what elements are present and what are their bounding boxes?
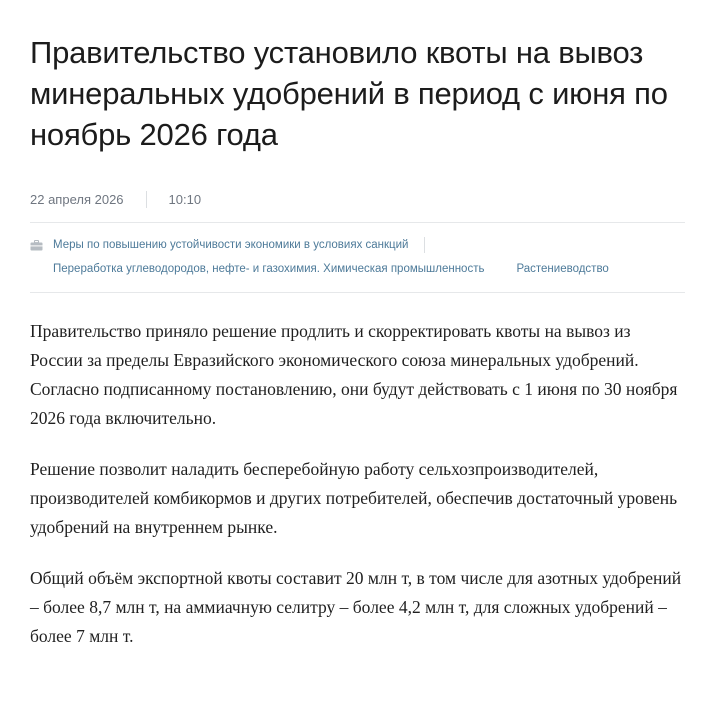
article-paragraph-2: Решение позволит наладить бесперебойную работу сельхозпроизводителей, производителей комбикормов и других потребителей, обеспечив достаточный уровень удобрений на внутреннем рынке. — [30, 459, 678, 537]
briefcase-icon — [30, 239, 43, 252]
article-paragraph-1: Правительство приняло решение продлить и скорректировать квоты на вывоз из России за пределы Евразийского экономического союза минеральных удобрений. Согласно подписанному постановлению, они будут действовать с 1 июня по 30 ноября 2026 года включительно. — [30, 321, 678, 428]
publish-date: 22 апреля 2026 — [30, 192, 124, 207]
tag-divider — [424, 237, 425, 253]
tags-block — [30, 223, 685, 293]
page-title: Правительство установило квоты на вывоз минеральных удобрений в период с июня по ноябрь 2026 года — [30, 35, 668, 152]
publish-time: 10:10 — [168, 192, 202, 207]
tag-link-sanctions[interactable]: Меры по повышению устойчивости экономики в условиях санкций — [53, 239, 409, 251]
tag-link-crops[interactable]: Растениеводство — [516, 263, 609, 275]
tag-line-primary — [30, 237, 685, 253]
tag-link-chemicals[interactable]: Переработка углеводородов, нефте- и газохимия. Химическая промышленность — [53, 263, 485, 275]
meta-divider — [146, 191, 147, 208]
tag-line-secondary — [30, 261, 685, 277]
article-meta — [30, 191, 685, 223]
article-paragraph-3: Общий объём экспортной квоты составит 20 млн т, в том числе для азотных удобрений – более 8,7 млн т, на аммиачную селитру – более 4,2 млн т, для сложных удобрений – более 7 млн т. — [30, 568, 682, 646]
article-body — [30, 293, 685, 651]
